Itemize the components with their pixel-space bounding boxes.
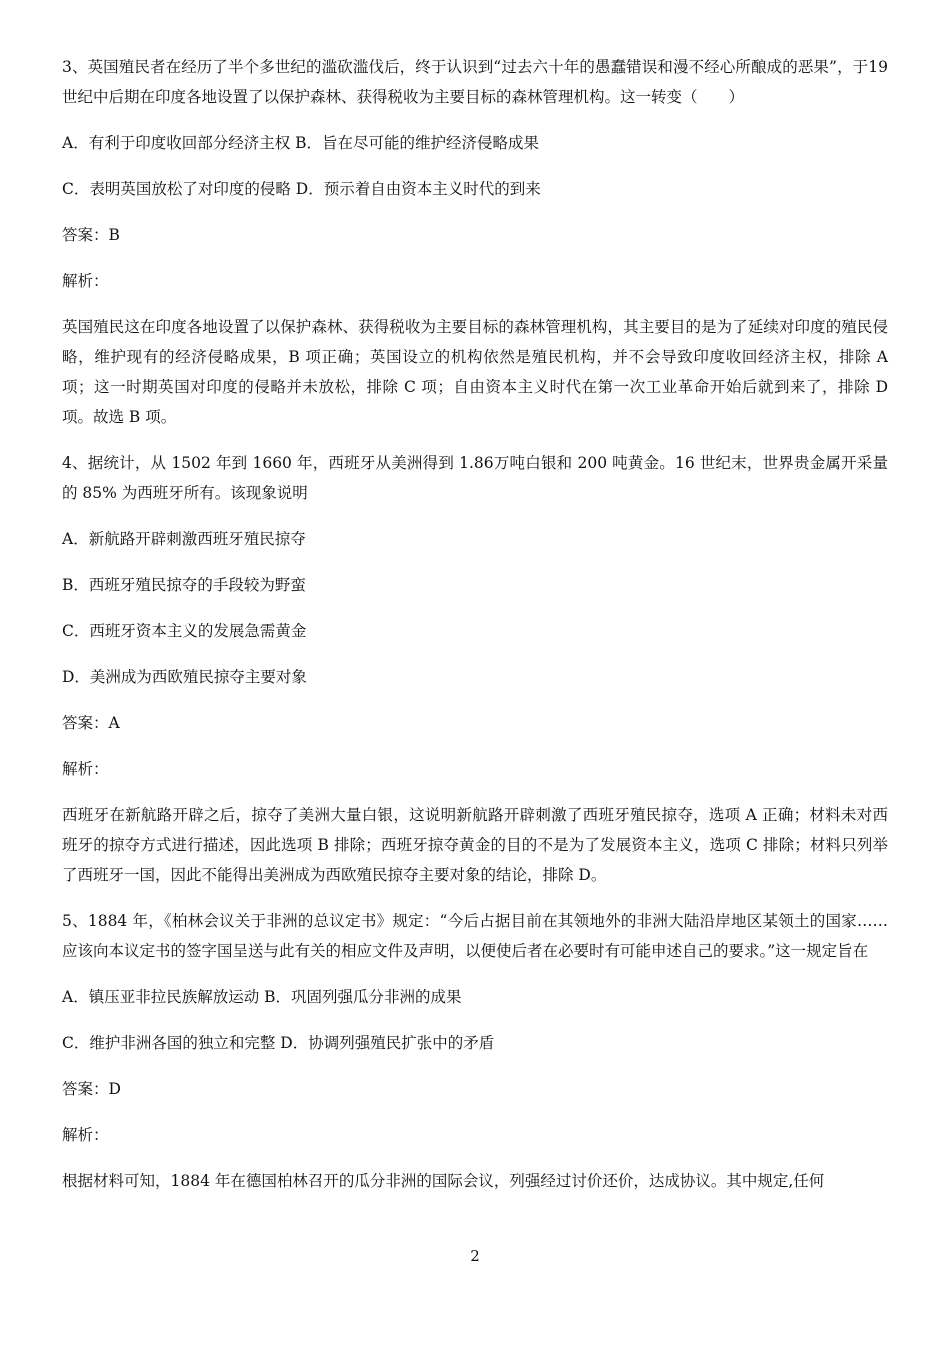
analysis-text: 西班牙在新航路开辟之后，掠夺了美洲大量白银，这说明新航路开辟刺激了西班牙殖民掠夺，选项 A 正确；材料未对西班牙的掠夺方式进行描述，因此选项 B 排除；西班牙掠夺黄金的目的不是为了发展资本主义，选项 C 排除；材料只列举了西班牙一国，因此不能得出美洲成为西欧殖民掠夺主要对象的结论，排除 D。 (62, 806, 888, 884)
analysis-label: 解析： (62, 1126, 109, 1144)
answer: 答案：A (62, 714, 120, 732)
question-3 (62, 52, 888, 432)
option-line: D．美洲成为西欧殖民掠夺主要对象 (62, 668, 307, 686)
answer: 答案：D (62, 1080, 121, 1098)
question-stem: 4、据统计，从 1502 年到 1660 年，西班牙从美洲得到 1.86万吨白银和 200 吨黄金。16 世纪末，世界贵金属开采量的 85% 为西班牙所有。该现象说明 (62, 454, 888, 502)
page-number: 2 (470, 1247, 480, 1265)
question-stem: 5、1884 年，《柏林会议关于非洲的总议定书》规定：“今后占据目前在其领地外的非洲大陆沿岸地区某领土的国家……应该向本议定书的签字国呈送与此有关的相应文件及声明，以便使后者在必要时有可能申述自己的要求。”这一规定旨在 (62, 912, 888, 960)
analysis-label: 解析： (62, 272, 109, 290)
option-line: C．维护非洲各国的独立和完整 D．协调列强殖民扩张中的矛盾 (62, 1034, 495, 1052)
option-line: A．新航路开辟刺激西班牙殖民掠夺 (62, 530, 306, 548)
option-line: A．镇压亚非拉民族解放运动 B．巩固列强瓜分非洲的成果 (62, 988, 462, 1006)
analysis-label: 解析： (62, 760, 109, 778)
analysis-text: 根据材料可知，1884 年在德国柏林召开的瓜分非洲的国际会议，列强经过讨价还价，达成协议。其中规定,任何 (62, 1172, 825, 1190)
option-line: B．西班牙殖民掠夺的手段较为野蛮 (62, 576, 306, 594)
option-line: A．有利于印度收回部分经济主权 B．旨在尽可能的维护经济侵略成果 (62, 134, 540, 152)
question-4 (62, 448, 888, 890)
question-5 (62, 906, 888, 1196)
question-stem: 3、英国殖民者在经历了半个多世纪的滥砍滥伐后，终于认识到“过去六十年的愚蠢错误和漫不经心所酿成的恶果”，于19世纪中后期在印度各地设置了以保护森林、获得税收为主要目标的森林管理机构。这一转变（ ） (62, 58, 888, 106)
document-content (62, 52, 888, 1196)
option-line: C．表明英国放松了对印度的侵略 D．预示着自由资本主义时代的到来 (62, 180, 541, 198)
analysis-text: 英国殖民这在印度各地设置了以保护森林、获得税收为主要目标的森林管理机构，其主要目的是为了延续对印度的殖民侵略，维护现有的经济侵略成果，B 项正确；英国设立的机构依然是殖民机构，并不会导致印度收回经济主权，排除 A 项；这一时期英国对印度的侵略并未放松，排除 C 项；自由资本主义时代在第一次工业革命开始后就到来了，排除 D 项。故选 B 项。 (62, 318, 888, 426)
answer: 答案：B (62, 226, 120, 244)
option-line: C．西班牙资本主义的发展急需黄金 (62, 622, 307, 640)
